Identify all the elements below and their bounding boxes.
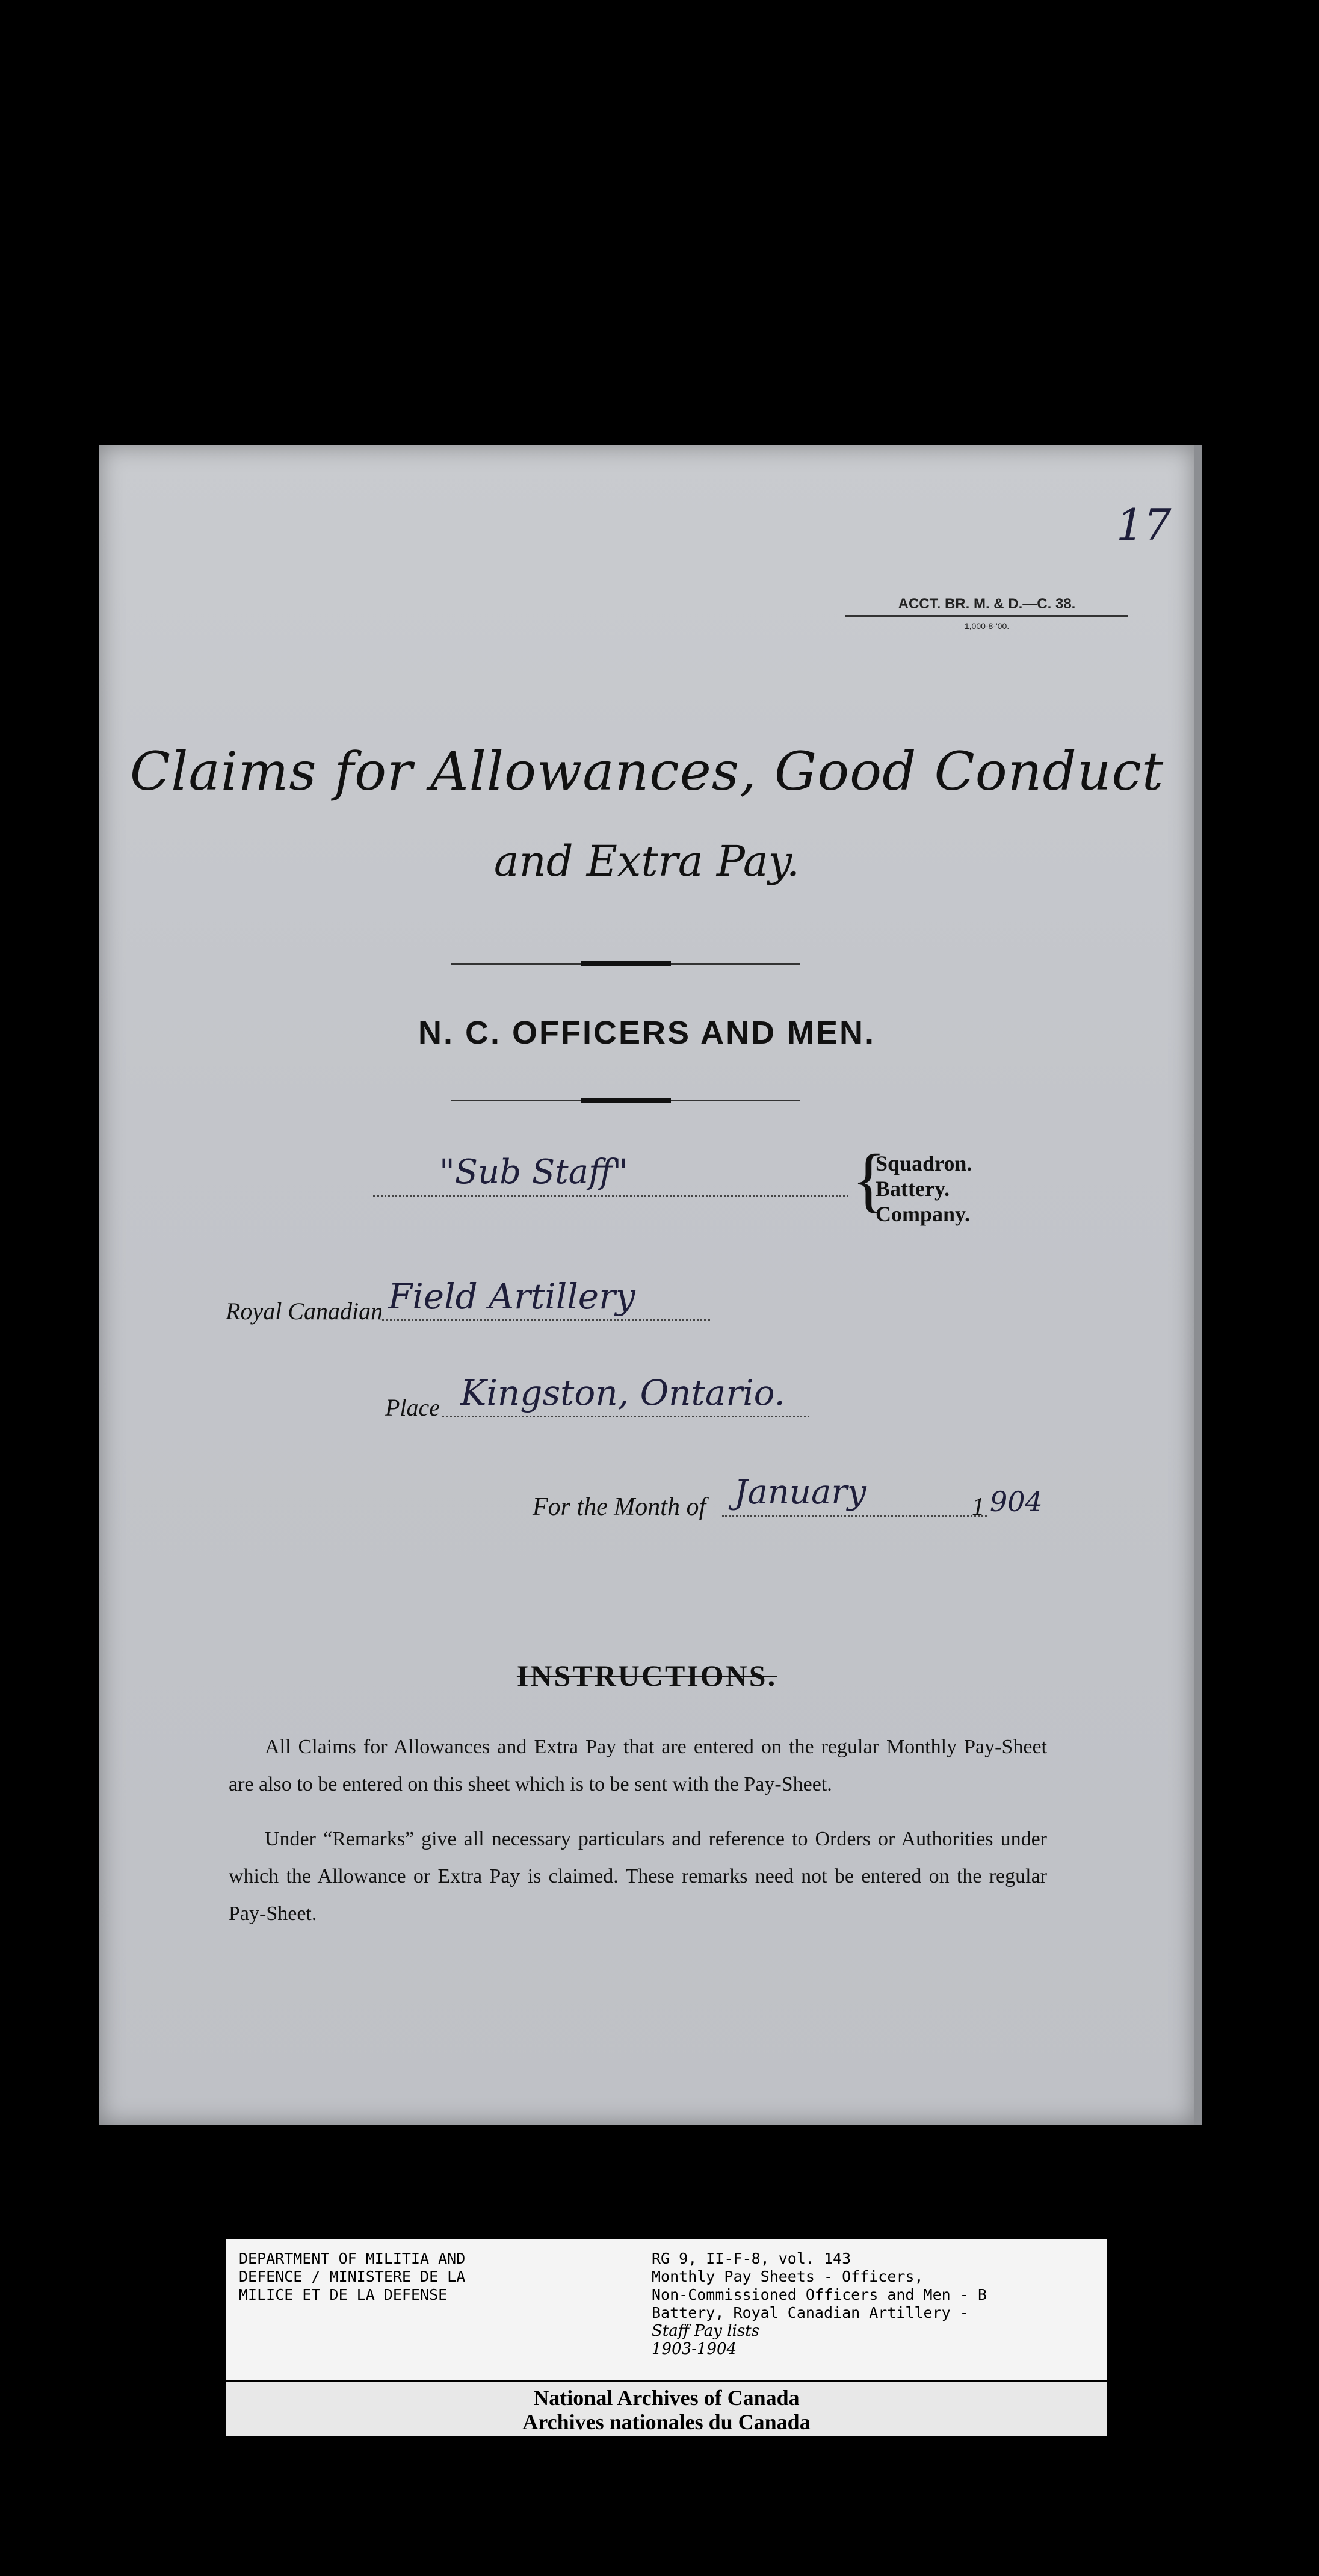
- unit-option-battery: Battery.: [876, 1177, 950, 1201]
- archives-banner-en: National Archives of Canada: [533, 2386, 800, 2410]
- archives-banner: [226, 2382, 1107, 2436]
- month-field: [722, 1472, 987, 1517]
- unit-handwritten: "Sub Staff": [439, 1153, 628, 1192]
- archive-description-3: Battery, Royal Canadian Artillery -: [652, 2304, 969, 2321]
- corps-handwritten: Field Artillery: [388, 1276, 635, 1317]
- page-edge: [1194, 445, 1202, 2125]
- unit-options: [876, 1151, 972, 1227]
- archive-handwritten-1: Staff Pay lists: [652, 2322, 759, 2340]
- archives-banner-fr: Archives nationales du Canada: [522, 2410, 811, 2434]
- unit-option-company: Company.: [876, 1202, 971, 1226]
- archive-handwritten-2: 1903-1904: [652, 2340, 737, 2358]
- document-page: [99, 445, 1194, 2125]
- archive-label: [226, 2239, 1107, 2380]
- divider-top: [451, 963, 800, 965]
- archive-department: DEPARTMENT OF MILITIA AND DEFENCE / MINISTERE DE LA MILICE ET DE LA DEFENSE: [239, 2250, 466, 2303]
- folio-number: 17: [1116, 500, 1172, 550]
- title-line-2: and Extra Pay.: [493, 837, 800, 886]
- unit-option-squadron: Squadron.: [876, 1151, 972, 1175]
- unit-field: [373, 1153, 848, 1197]
- corps-field: [382, 1276, 710, 1321]
- instructions-paragraph-1: All Claims for Allowances and Extra Pay that are entered on the regular Monthly Pay-Sheet are also to be entered on this sheet which is to be sent with the Pay-Sheet.: [229, 1736, 1047, 1795]
- form-print-run: 1,000-8-'00.: [964, 621, 1010, 631]
- form-code: ACCT. BR. M. & D.—C. 38.: [898, 596, 1076, 612]
- place-label: Place: [385, 1394, 440, 1421]
- instructions-title: INSTRUCTIONS.: [516, 1659, 777, 1692]
- year-prefix: 1: [972, 1493, 984, 1521]
- section-heading: N. C. OFFICERS AND MEN.: [418, 1015, 876, 1051]
- archive-reference-block: [652, 2250, 1097, 2358]
- divider-bottom: [451, 1100, 800, 1101]
- year-handwritten: 904: [990, 1485, 1043, 1518]
- month-label: For the Month of: [533, 1493, 706, 1521]
- unit-brace: {: [851, 1139, 886, 1219]
- archive-description-2: Non-Commissioned Officers and Men - B: [652, 2286, 987, 2303]
- place-field: [442, 1372, 809, 1417]
- form-code-underline: [845, 615, 1128, 617]
- title-line-1: Claims for Allowances, Good Conduct: [129, 740, 1164, 802]
- place-handwritten: Kingston, Ontario.: [460, 1372, 785, 1413]
- archive-description-1: Monthly Pay Sheets - Officers,: [652, 2268, 924, 2285]
- instructions-paragraph-2: Under “Remarks” give all necessary particulars and reference to Orders or Authorities under which the Allowance or Extra Pay is claimed. These remarks need not be entered on the regular Pay-Sheet.: [229, 1828, 1047, 1925]
- corps-label: Royal Canadian: [226, 1298, 383, 1325]
- archive-reference: RG 9, II-F-8, vol. 143: [652, 2250, 851, 2267]
- month-handwritten: January: [734, 1473, 866, 1512]
